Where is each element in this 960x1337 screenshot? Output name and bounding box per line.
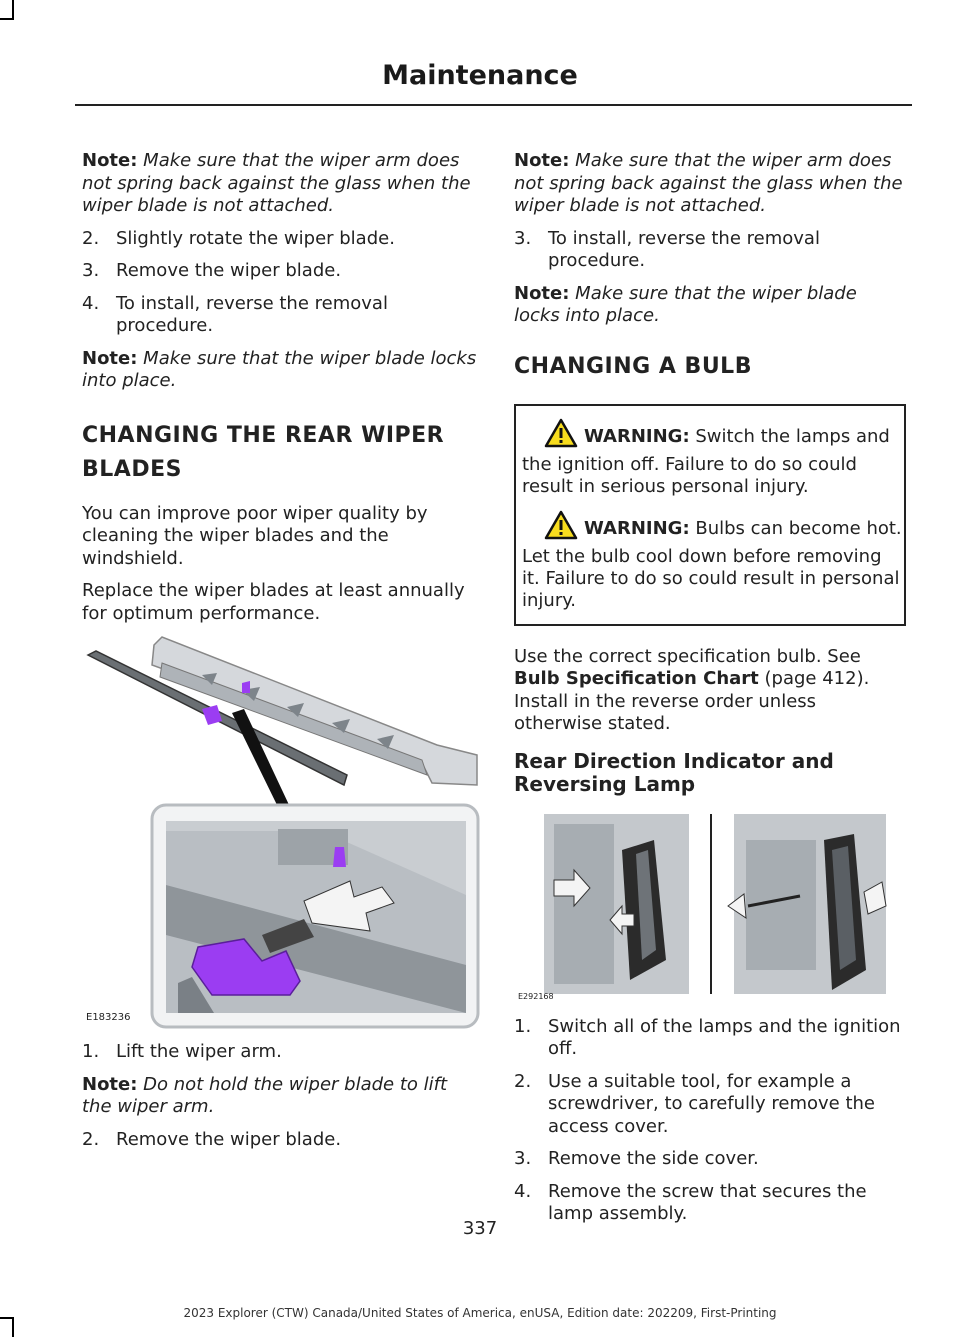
paragraph: Use the correct specification bulb. See Bulb Specification Chart (page 412). xyxy=(514,645,870,689)
footer: 2023 Explorer (CTW) Canada/United States of America, enUSA, Edition date: 202209, First-Printing xyxy=(183,1306,777,1320)
list-item: 3. Remove the wiper blade. xyxy=(82,260,342,281)
list-item: 2. Slightly rotate the wiper blade. xyxy=(82,227,395,249)
note: Note: Make sure that the wiper blade locks into place. xyxy=(82,347,477,391)
section-heading: CHANGING A BULB xyxy=(514,353,752,379)
list-item: 2. Use a suitable tool, for example a screwdriver, to carefully remove the access cover. xyxy=(514,1070,876,1137)
warning-text: WARNING: Bulbs can become hot. Let the bulb cool down before removing it. Failure to do so could result in personal injury. xyxy=(522,510,902,612)
rear-lamp-illustration xyxy=(514,810,906,1000)
warning-box xyxy=(514,404,906,626)
steps-list xyxy=(82,228,482,338)
list-item: 3. Remove the side cover. xyxy=(514,1148,759,1169)
steps-list xyxy=(514,228,906,273)
crop-mark xyxy=(0,18,14,20)
crop-mark xyxy=(12,1317,14,1337)
page-number: 337 xyxy=(462,1218,498,1239)
figure-id: E292168 xyxy=(518,991,554,1001)
list-item: 3. To install, reverse the removal procedure. xyxy=(514,227,820,271)
wiper-figure xyxy=(82,635,482,1035)
page-title: Maintenance xyxy=(382,60,578,91)
list-item: 4. To install, reverse the removal procedure. xyxy=(82,292,388,336)
steps-list xyxy=(82,1129,482,1152)
paragraph: Install in the reverse order unless otherwise stated. xyxy=(514,690,817,734)
warning-text: WARNING: Switch the lamps and the ignition off. Failure to do so could result in serious personal injury. xyxy=(522,418,902,498)
section-heading: CHANGING THE REAR WIPER BLADES xyxy=(82,422,445,482)
list-item: 2. Remove the wiper blade. xyxy=(82,1128,342,1150)
figure-id: E183236 xyxy=(86,1012,131,1023)
paragraph: Replace the wiper blades at least annually for optimum performance. xyxy=(82,580,465,624)
left-column xyxy=(82,150,482,1161)
note: Note: Do not hold the wiper blade to lift the wiper arm. xyxy=(82,1073,448,1117)
steps-list xyxy=(514,1016,906,1226)
warning-icon xyxy=(544,418,578,454)
list-item: 1. Lift the wiper arm. xyxy=(82,1041,282,1062)
crop-mark xyxy=(12,0,14,20)
note: Note: Make sure that the wiper arm does not spring back against the glass when the wiper blade is not attached. xyxy=(514,150,903,216)
note: Note: Make sure that the wiper blade locks into place. xyxy=(514,282,857,326)
list-item: 4. Remove the screw that secures the lamp assembly. xyxy=(514,1180,867,1224)
subsection-heading: Rear Direction Indicator and Reversing Lamp xyxy=(514,748,834,796)
rear-wiper-illustration xyxy=(82,635,482,1035)
paragraph: You can improve poor wiper quality by cleaning the wiper blades and the windshield. xyxy=(82,502,428,569)
steps-list xyxy=(82,1041,482,1064)
lamp-figure xyxy=(514,810,906,1000)
note: Note: Make sure that the wiper arm does not spring back against the glass when the wiper blade is not attached. xyxy=(82,150,471,216)
bulb-chart-link[interactable]: Bulb Specification Chart xyxy=(514,668,759,689)
header-rule xyxy=(75,104,912,106)
list-item: 1. Switch all of the lamps and the ignition off. xyxy=(514,1015,901,1059)
warning-icon xyxy=(544,510,578,546)
right-column xyxy=(514,150,906,1236)
